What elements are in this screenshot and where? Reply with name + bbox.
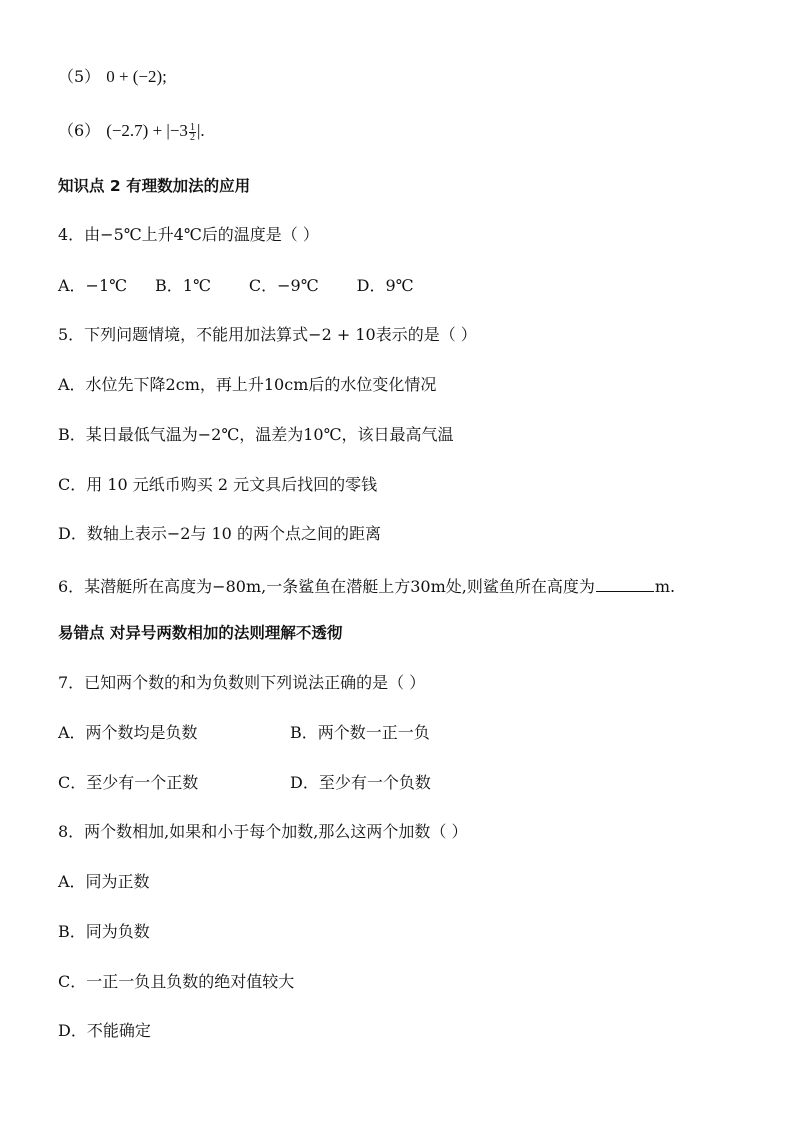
q7-option-a: A．两个数均是负数 bbox=[58, 723, 198, 742]
section-heading-3: 易错点 对异号两数相加的法则理解不透彻 bbox=[58, 624, 343, 642]
q7-options-row2 bbox=[58, 772, 431, 794]
q5-option-c: C．用 10 元纸币购买 2 元文具后找回的零钱 bbox=[58, 475, 378, 494]
q8-option-c: C．一正一负且负数的绝对值较大 bbox=[58, 972, 295, 991]
q4-option-b: B．1℃ bbox=[155, 276, 211, 295]
q4-option-d: D．9℃ bbox=[356, 276, 414, 295]
q7-stem: 7．已知两个数的和为负数则下列说法正确的是（ ） bbox=[58, 673, 426, 692]
q5-stem: 5．下列问题情境，不能用加法算式−2 + 10表示的是（ ） bbox=[58, 325, 477, 344]
expr-pre: (−2.7) + |−3 bbox=[106, 121, 188, 140]
fraction-numerator: 1 bbox=[189, 121, 195, 133]
q8-option-a: A．同为正数 bbox=[58, 872, 150, 891]
math-expression: 0 + (−2); bbox=[106, 67, 167, 86]
q4-stem: 4．由−5℃上升4℃后的温度是（ ） bbox=[58, 225, 319, 244]
q6-stem-text: 6．某潜艇所在高度为−80m,一条鲨鱼在潜艇上方30m处,则鲨鱼所在高度为 bbox=[58, 577, 595, 596]
q3-part5 bbox=[58, 66, 167, 88]
q7-option-c: C．至少有一个正数 bbox=[58, 773, 199, 792]
q7-options-row1 bbox=[58, 722, 430, 744]
q5-option-d: D．数轴上表示−2与 10 的两个点之间的距离 bbox=[58, 524, 381, 543]
section-heading-2: 知识点 2 有理数加法的应用 bbox=[58, 177, 251, 195]
q6-stem bbox=[58, 575, 675, 598]
math-expression bbox=[106, 121, 205, 143]
q4-option-a: A．−1℃ bbox=[58, 276, 128, 295]
part-label: （5） bbox=[58, 67, 101, 86]
part-label: （6） bbox=[58, 121, 101, 140]
q5-option-a: A．水位先下降2cm，再上升10cm后的水位变化情况 bbox=[58, 375, 437, 394]
q3-part6 bbox=[58, 120, 205, 142]
q5-option-b: B．某日最低气温为−2℃，温差为10℃，该日最高气温 bbox=[58, 425, 454, 444]
q8-stem: 8．两个数相加,如果和小于每个加数,那么这两个加数（ ） bbox=[58, 822, 468, 841]
q8-option-b: B．同为负数 bbox=[58, 922, 150, 941]
q7-option-d: D．至少有一个负数 bbox=[290, 773, 431, 792]
q4-options bbox=[58, 275, 414, 297]
answer-blank bbox=[596, 575, 654, 592]
fraction bbox=[189, 123, 196, 142]
expr-post: |. bbox=[196, 121, 205, 140]
q8-option-d: D．不能确定 bbox=[58, 1021, 151, 1040]
fraction-denominator: 2 bbox=[189, 131, 195, 143]
q6-unit: m. bbox=[654, 577, 676, 596]
q7-option-b: B．两个数一正一负 bbox=[290, 723, 430, 742]
q4-option-c: C．−9℃ bbox=[248, 276, 319, 295]
